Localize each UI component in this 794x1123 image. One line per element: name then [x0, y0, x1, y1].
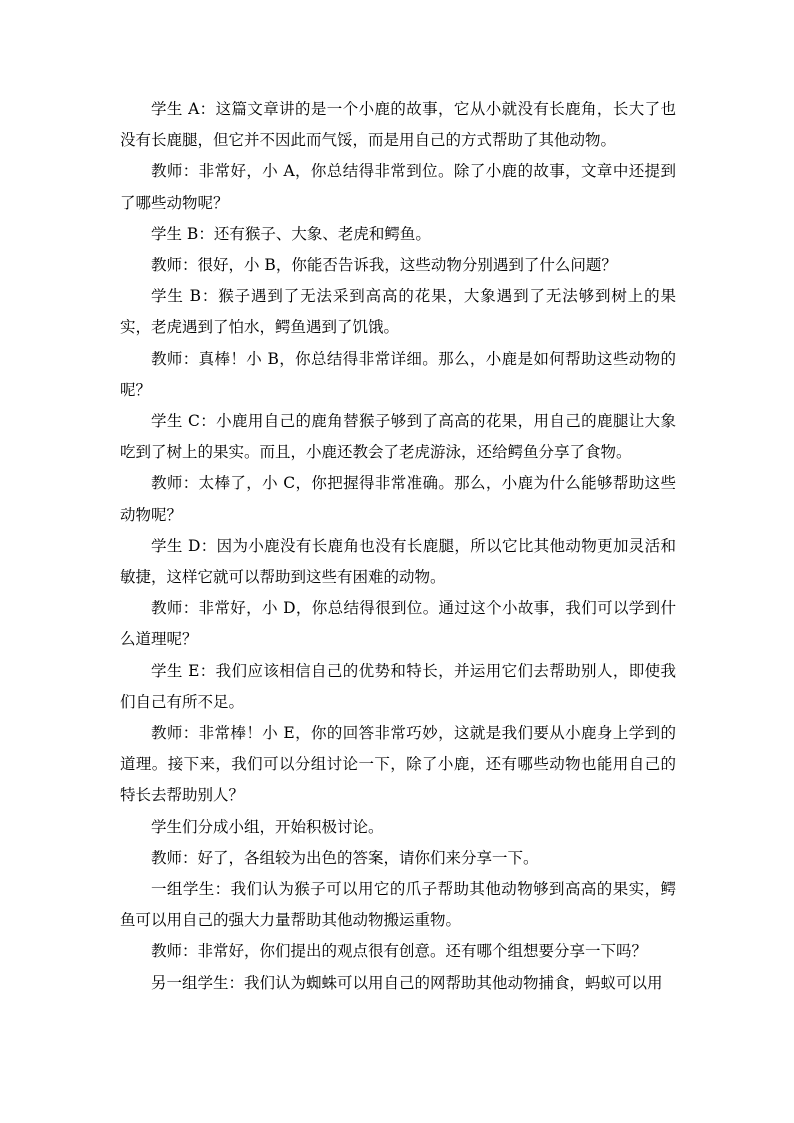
paragraph-teacher-1: 教师：非常好，小 A，你总结得非常到位。除了小鹿的故事，文章中还提到了哪些动物呢？ — [120, 162, 676, 212]
paragraph-teacher-7: 教师：好了，各组较为出色的答案，请你们来分享一下。 — [151, 848, 539, 867]
paragraph-group-two: 另一组学生：我们认为蜘蛛可以用自己的网帮助其他动物捕食，蚂蚁可以用 — [151, 973, 663, 992]
paragraph-student-b-2: 学生 B：猴子遇到了无法采到高高的花果，大象遇到了无法够到树上的果实，老虎遇到了怕水，鳄鱼遇到了饥饿。 — [120, 287, 676, 337]
paragraph-teacher-4: 教师：太棒了，小 C，你把握得非常准确。那么，小鹿为什么能够帮助这些动物呢？ — [120, 474, 676, 524]
paragraph-student-b-1: 学生 B：还有猴子、大象、老虎和鳄鱼。 — [151, 224, 431, 243]
paragraph-teacher-8: 教师：非常好，你们提出的观点很有创意。还有哪个组想要分享一下吗？ — [151, 942, 648, 961]
paragraph-group-one: 一组学生：我们认为猴子可以用它的爪子帮助其他动物够到高高的果实，鳄鱼可以用自己的强大力量帮助其他动物搬运重物。 — [120, 880, 676, 930]
paragraph-student-e: 学生 E：我们应该相信自己的优势和特长，并运用它们去帮助别人，即使我们自己有所不足。 — [120, 661, 676, 711]
paragraph-teacher-5: 教师：非常好，小 D，你总结得很到位。通过这个小故事，我们可以学到什么道理呢？ — [120, 599, 676, 649]
paragraph-student-c: 学生 C：小鹿用自己的鹿角替猴子够到了高高的花果，用自己的鹿腿让大象吃到了树上的果实。而且，小鹿还教会了老虎游泳，还给鳄鱼分享了食物。 — [120, 412, 676, 462]
paragraph-student-d: 学生 D：因为小鹿没有长鹿角也没有长鹿腿，所以它比其他动物更加灵活和敏捷，这样它就可以帮助到这些有困难的动物。 — [120, 536, 676, 587]
paragraph-teacher-6: 教师：非常棒！小 E，你的回答非常巧妙，这就是我们要从小鹿身上学到的道理。接下来，我们可以分组讨论一下，除了小鹿，还有哪些动物也能用自己的特长去帮助别人？ — [120, 724, 676, 805]
paragraph-student-a: 学生 A：这篇文章讲的是一个小鹿的故事，它从小就没有长鹿角，长大了也没有长鹿腿，但它并不因此而气馁，而是用自己的方式帮助了其他动物。 — [120, 100, 676, 150]
paragraph-narration: 学生们分成小组，开始积极讨论。 — [151, 817, 384, 836]
paragraph-teacher-3: 教师：真棒！小 B，你总结得非常详细。那么，小鹿是如何帮助这些动物的呢？ — [120, 349, 676, 399]
paragraph-teacher-2: 教师：很好，小 B，你能否告诉我，这些动物分别遇到了什么问题？ — [151, 256, 617, 275]
dialogue-body — [120, 94, 676, 999]
